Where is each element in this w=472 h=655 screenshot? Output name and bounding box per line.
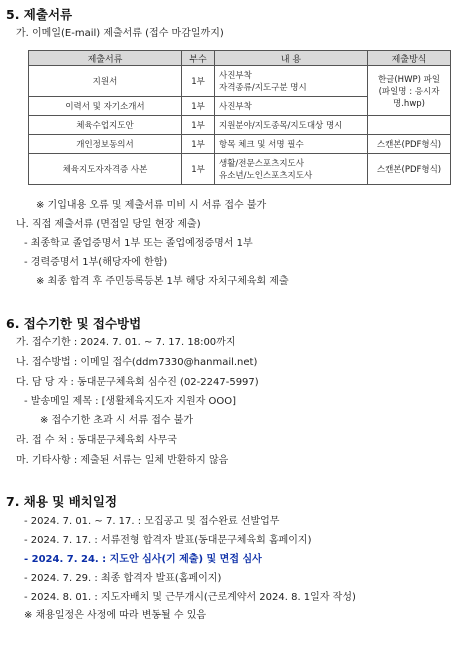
section-6-c2: ※ 접수기한 초과 시 서류 접수 불가 [40,415,194,426]
section-5-b1: - 최종학교 졸업증명서 1부 또는 졸업예정증명서 1부 [24,238,253,249]
cell-doc: 체육수업지도안 [29,116,182,135]
cell-doc: 지원서 [29,66,182,97]
cell-content-line: 사진부착 [219,71,252,81]
schedule-item: - 2024. 7. 17. : 서류전형 합격자 발표(동대문구체육회 홈페이지) [24,535,312,546]
cell-content: 사진부착 [215,97,368,116]
section-5-sub-a: 가. 이메일(E-mail) 제출서류 (접수 마감일까지) [16,28,224,39]
cell-count: 1부 [182,66,215,97]
header-content: 내 용 [215,51,368,66]
section-6-c: 다. 담 당 자 : 동대문구체육회 심수진 (02-2247-5997) [16,377,259,388]
cell-method [368,116,451,135]
cell-method-merged [368,66,451,116]
cell-count: 1부 [182,154,215,185]
cell-count: 1부 [182,135,215,154]
cell-count: 1부 [182,116,215,135]
cell-count: 1부 [182,97,215,116]
schedule-item: - 2024. 7. 29. : 최종 합격자 발표(홈페이지) [24,573,222,584]
table-header-row [29,51,451,66]
cell-content [215,154,368,185]
header-method: 제출방식 [368,51,451,66]
section-6-c1: - 발송메일 제목 : [생활체육지도자 지원자 OOO] [24,396,237,407]
section-5-note-2: ※ 최종 합격 후 주민등록등본 1부 해당 자치구체육회 제출 [36,276,289,287]
table-row [29,135,451,154]
section-5-note-1: ※ 기입내용 오류 및 제출서류 미비 시 서류 접수 불가 [36,200,267,211]
method-line: (파일명 : 응시자명.hwp) [378,86,440,109]
section-7-title: 7. 채용 및 배치일정 [6,494,118,509]
table-row [29,154,451,185]
section-6-b: 나. 접수방법 : 이메일 접수(ddm7330@hanmail.net) [16,357,258,368]
table-row [29,66,451,97]
table-row [29,116,451,135]
cell-content-line: 유소년/노인스포츠지도사 [219,171,313,181]
section-7-note: ※ 채용일정은 사정에 따라 변동될 수 있음 [24,610,207,621]
header-doc: 제출서류 [29,51,182,66]
schedule-item-highlight: - 2024. 7. 24. : 지도안 심사(기 제출) 및 면접 심사 [24,554,262,565]
section-5-sub-b: 나. 직접 제출서류 (면접일 당일 현장 제출) [16,219,201,230]
cell-doc: 체육지도자자격증 사본 [29,154,182,185]
cell-content [215,66,368,97]
documents-table [28,50,451,185]
section-5-b2: - 경력증명서 1부(해당자에 한함) [24,257,168,268]
schedule-item: - 2024. 8. 01. : 지도자배치 및 근무개시(근로계약서 2024. 8. 1일자 작성) [24,592,356,603]
section-6-title: 6. 접수기한 및 접수방법 [6,316,142,331]
cell-doc: 개인정보동의서 [29,135,182,154]
cell-method: 스캔본(PDF형식) [368,154,451,185]
cell-doc: 이력서 및 자기소개서 [29,97,182,116]
header-count: 부수 [182,51,215,66]
section-6-d: 라. 접 수 처 : 동대문구체육회 사무국 [16,435,177,446]
cell-content: 지원분야/지도종목/지도대상 명시 [215,116,368,135]
section-5-title: 5. 제출서류 [6,7,73,22]
section-6-a: 가. 접수기한 : 2024. 7. 01. ~ 7. 17. 18:00까지 [16,337,236,348]
cell-content: 항목 체크 및 서명 필수 [215,135,368,154]
method-line: 한글(HWP) 파일 [377,74,441,85]
schedule-item: - 2024. 7. 01. ~ 7. 17. : 모집공고 및 접수완료 선발업무 [24,516,280,527]
cell-content-line: 생활/전문스포츠지도사 [219,159,304,169]
cell-content-line: 자격종류/지도구분 명시 [219,83,307,93]
cell-method: 스캔본(PDF형식) [368,135,451,154]
section-6-e: 마. 기타사항 : 제출된 서류는 일체 반환하지 않음 [16,455,229,466]
